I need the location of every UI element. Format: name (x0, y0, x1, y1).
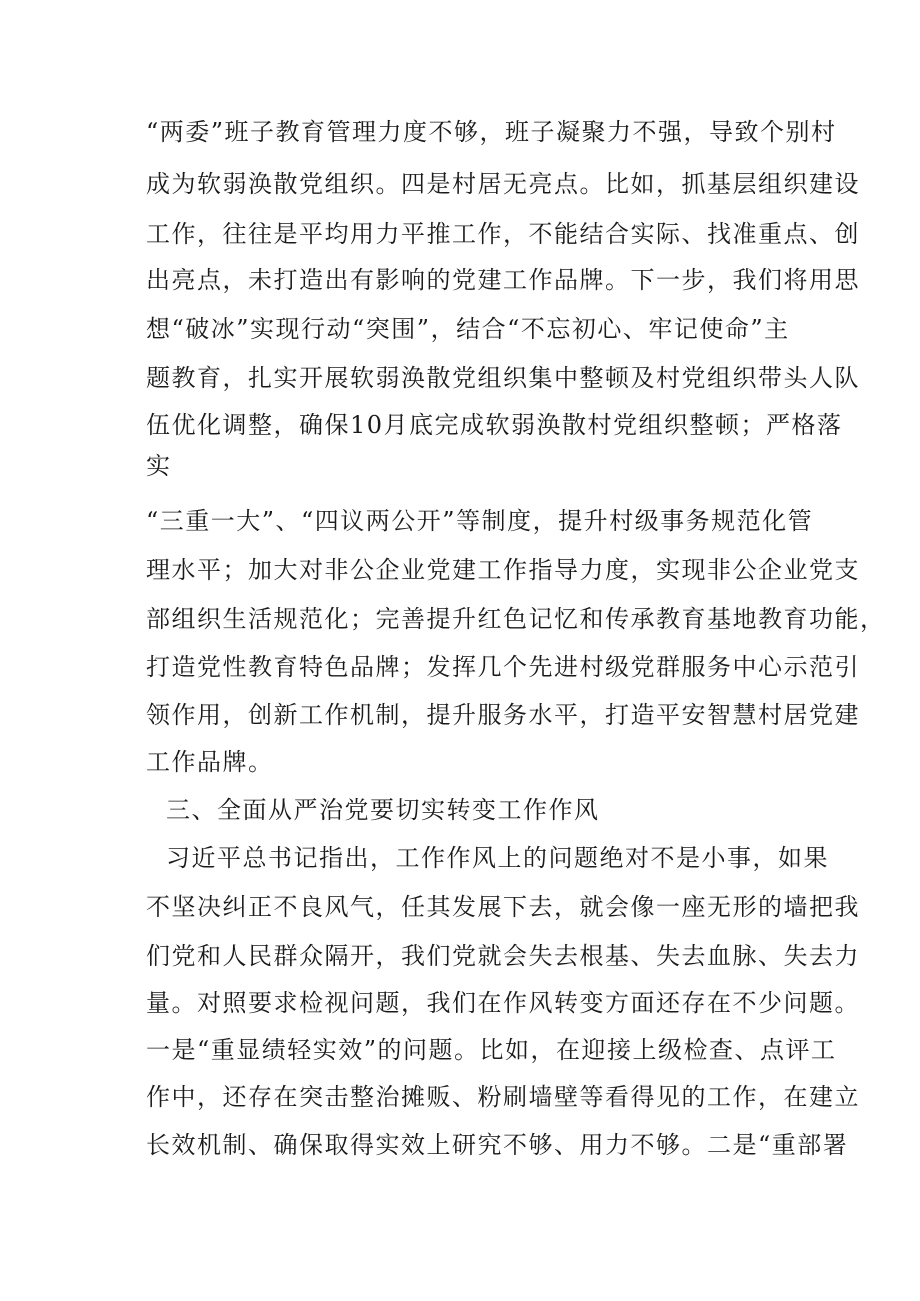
section-heading: 三、全面从严治党要切实转变工作作风 (166, 796, 600, 824)
text-line: 作中，还存在突击整治摊贩、粉刷墙壁等看得见的工作，在建立 (146, 1083, 860, 1111)
text-line: 打造党性教育特色品牌；发挥几个先进村级党群服务中心示范引 (146, 653, 860, 681)
text-line: 长效机制、确保取得实效上研究不够、用力不够。二是“重部署 (146, 1131, 849, 1159)
text-line: 成为软弱涣散党组织。四是村居无亮点。比如，抓基层组织建设 (146, 170, 860, 198)
text-line: 一是“重显绩轻实效”的问题。比如，在迎接上级检查、点评工 (146, 1036, 837, 1064)
text-line: 出亮点，未打造出有影响的党建工作品牌。下一步，我们将用思 (146, 266, 860, 294)
text-line: 领作用，创新工作机制，提升服务水平，打造平安智慧村居党建 (146, 701, 860, 729)
text-line: 部组织生活规范化；完善提升红色记忆和传承教育基地教育功能， (146, 605, 886, 633)
text-line: “两委”班子教育管理力度不够，班子凝聚力不强，导致个别村 (146, 118, 837, 146)
text-line: 想“破冰”实现行动“突围”，结合“不忘初心、牢记使命”主 (146, 315, 790, 343)
text-line: 量。对照要求检视问题，我们在作风转变方面还存在不少问题。 (146, 989, 860, 1017)
text-line: “三重一大”、“四议两公开”等制度，提升村级事务规范化管 (146, 507, 814, 535)
text-line: 习近平总书记指出，工作作风上的问题绝对不是小事，如果 (166, 844, 829, 872)
text-line: 伍优化调整，确保10月底完成软弱涣散村党组织整顿；严格落 (146, 411, 843, 439)
text-line: 实 (146, 452, 172, 480)
text-line: 工作，往往是平均用力平推工作，不能结合实际、找准重点、创 (146, 220, 860, 248)
text-line: 题教育，扎实开展软弱涣散党组织集中整顿及村党组织带头人队 (146, 364, 860, 392)
text-line: 们党和人民群众隔开，我们党就会失去根基、失去血脉、失去力 (146, 942, 860, 970)
text-line: 不坚决纠正不良风气，任其发展下去，就会像一座无形的墙把我 (146, 893, 860, 921)
text-line: 理水平；加大对非公企业党建工作指导力度，实现非公企业党支 (146, 556, 860, 584)
text-line: 工作品牌。 (146, 748, 274, 776)
